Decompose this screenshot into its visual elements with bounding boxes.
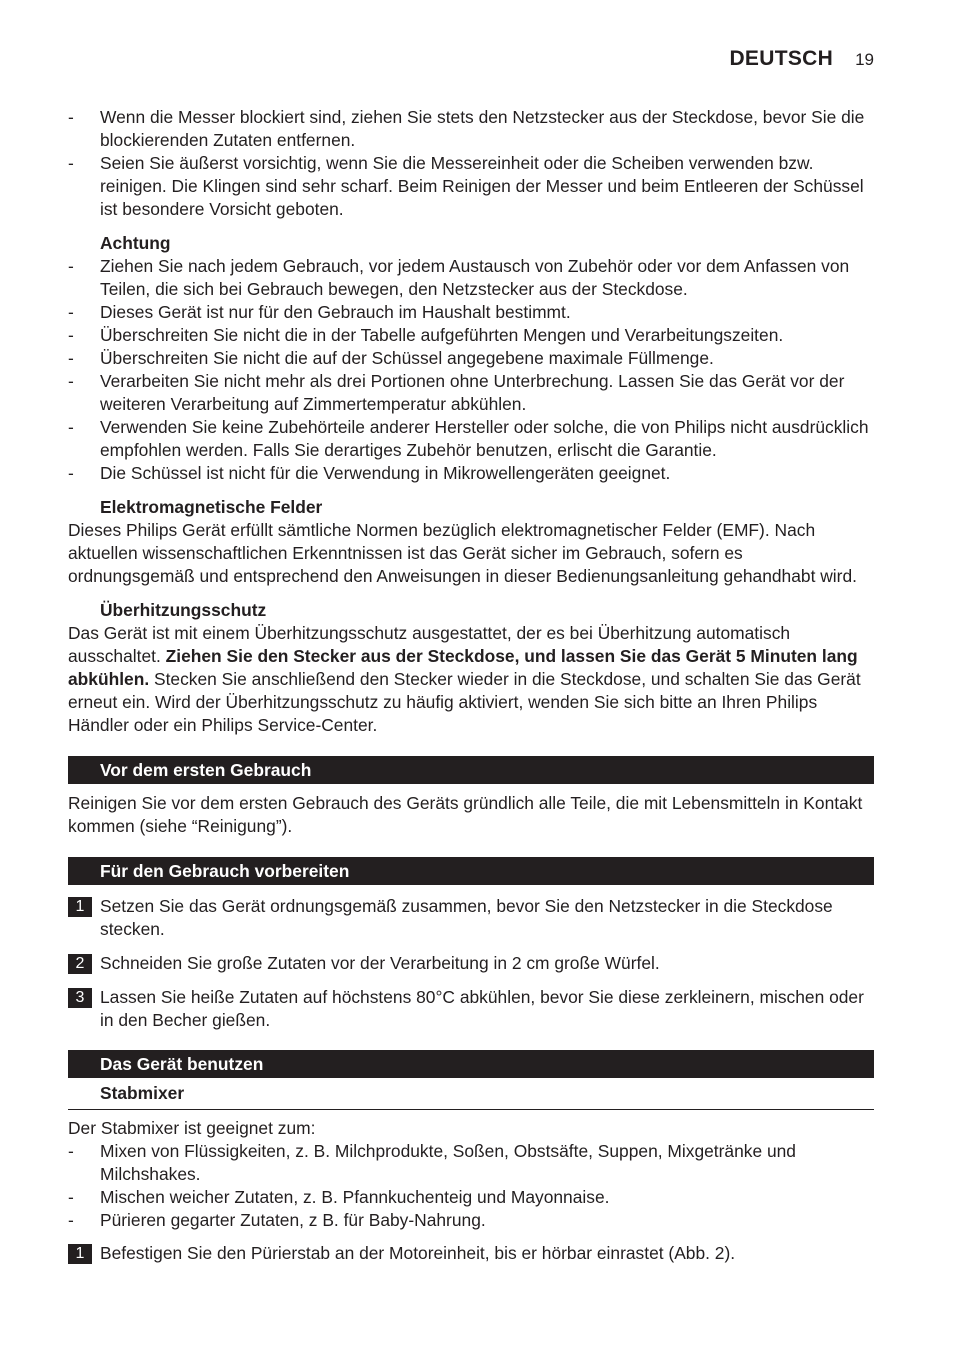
emf-paragraph: Dieses Philips Gerät erfüllt sämtliche Normen bezüglich elektromagnetischer Felder (EMF). Nach aktuellen wissenschaftlichen Erkenntnissen ist das Gerät sicher im Gebrauch, sofern es ordnungsgemäß und entsprechend den Anweisungen in dieser Bedienungsanleitung gehandhabt wird.: [68, 520, 857, 586]
step-item: 3 Lassen Sie heiße Zutaten auf höchstens 80°C abkühlen, bevor Sie diese zerkleinern, mischen oder in den Becher gießen.: [68, 986, 874, 1032]
page-header: [729, 47, 874, 71]
overheat-paragraph: Das Gerät ist mit einem Überhitzungsschutz ausgestattet, der es bei Überhitzung automatisch ausschaltet. Ziehen Sie den Stecker aus der Steckdose, und lassen Sie das Gerät 5 Minuten lang abkühlen. Stecken Sie anschließend den Stecker wieder in die Steckdose, und schalten Sie das Gerät erneut ein. Wird der Überhitzungsschutz zu häufig aktiviert, wenden Sie sich bitte an Ihren Philips Händler oder ein Philips Service-Center.: [68, 623, 861, 735]
list-item: - Wenn die Messer blockiert sind, ziehen Sie stets den Netzstecker aus der Steckdose, bevor Sie die blockierenden Zutaten entfernen.: [68, 107, 865, 150]
list-item: - Verarbeiten Sie nicht mehr als drei Portionen ohne Unterbrechung. Lassen Sie das Gerät vor der weiteren Verarbeitung auf Zimmertemperatur abkühlen.: [68, 371, 845, 414]
list-item: - Ziehen Sie nach jedem Gebrauch, vor jedem Austausch von Zubehör oder vor dem Anfassen von Teilen, die sich bei Gebrauch bewegen, den Netzstecker aus der Steckdose.: [68, 256, 850, 299]
step-item: 1 Befestigen Sie den Pürierstab an der Motoreinheit, bis er hörbar einrastet (Abb. 2).: [68, 1242, 874, 1265]
section-band-first-use: Vor dem ersten Gebrauch: [68, 756, 874, 784]
overheat-heading: Überhitzungsschutz: [100, 600, 267, 620]
step-number: 3: [68, 988, 92, 1008]
overheat-warning: Ziehen Sie den Stecker aus der Steckdose, und lassen Sie das Gerät 5 Minuten lang abkühlen.: [68, 646, 858, 689]
intro-bullet-list: [68, 106, 874, 221]
list-item: - Pürieren gegarter Zutaten, z B. für Baby-Nahrung.: [68, 1210, 486, 1230]
list-item: - Die Schüssel ist nicht für die Verwendung in Mikrowellengeräten geeignet.: [68, 463, 671, 483]
language-label: DEUTSCH: [729, 47, 834, 70]
use-intro: Der Stabmixer ist geeignet zum:: [68, 1118, 316, 1138]
stabmixer-heading: Stabmixer: [68, 1082, 874, 1110]
list-item: - Mischen weicher Zutaten, z. B. Pfannkuchenteig und Mayonnaise.: [68, 1187, 610, 1207]
list-item: - Überschreiten Sie nicht die in der Tabelle aufgeführten Mengen und Verarbeitungszeiten.: [68, 325, 784, 345]
step-number: 1: [68, 897, 92, 917]
step-number: 2: [68, 954, 92, 974]
list-item: - Überschreiten Sie nicht die auf der Schüssel angegebene maximale Füllmenge.: [68, 348, 714, 368]
use-bullet-list: [68, 1140, 874, 1232]
step-item: 2 Schneiden Sie große Zutaten vor der Verarbeitung in 2 cm große Würfel.: [68, 952, 874, 975]
list-item: - Seien Sie äußerst vorsichtig, wenn Sie die Messereinheit oder die Scheiben verwenden bzw. reinigen. Die Klingen sind sehr scharf. Beim Reinigen der Messer und beim Entleeren der Schüssel ist besondere Vorsicht geboten.: [68, 153, 864, 219]
list-item: - Mixen von Flüssigkeiten, z. B. Milchprodukte, Soßen, Obstsäfte, Suppen, Mixgetränke und Milchshakes.: [68, 1141, 796, 1184]
achtung-heading: Achtung: [100, 233, 171, 253]
page-content: [68, 106, 874, 1265]
step-number: 1: [68, 1244, 92, 1264]
page-number: 19: [855, 50, 874, 69]
first-use-paragraph: Reinigen Sie vor dem ersten Gebrauch des Geräts gründlich alle Teile, die mit Lebensmitteln in Kontakt kommen (siehe “Reinigung”).: [68, 793, 863, 836]
step-item: 1 Setzen Sie das Gerät ordnungsgemäß zusammen, bevor Sie den Netzstecker in die Steckdose stecken.: [68, 895, 874, 941]
section-band-use: Das Gerät benutzen: [68, 1050, 874, 1078]
achtung-bullet-list: [68, 255, 874, 485]
section-band-prepare: Für den Gebrauch vorbereiten: [68, 857, 874, 885]
list-item: - Verwenden Sie keine Zubehörteile anderer Hersteller oder solche, die von Philips nicht ausdrücklich empfohlen werden. Falls Sie derartiges Zubehör benutzen, erlischt die Garantie.: [68, 417, 869, 460]
emf-heading: Elektromagnetische Felder: [100, 497, 323, 517]
list-item: - Dieses Gerät ist nur für den Gebrauch im Haushalt bestimmt.: [68, 302, 571, 322]
